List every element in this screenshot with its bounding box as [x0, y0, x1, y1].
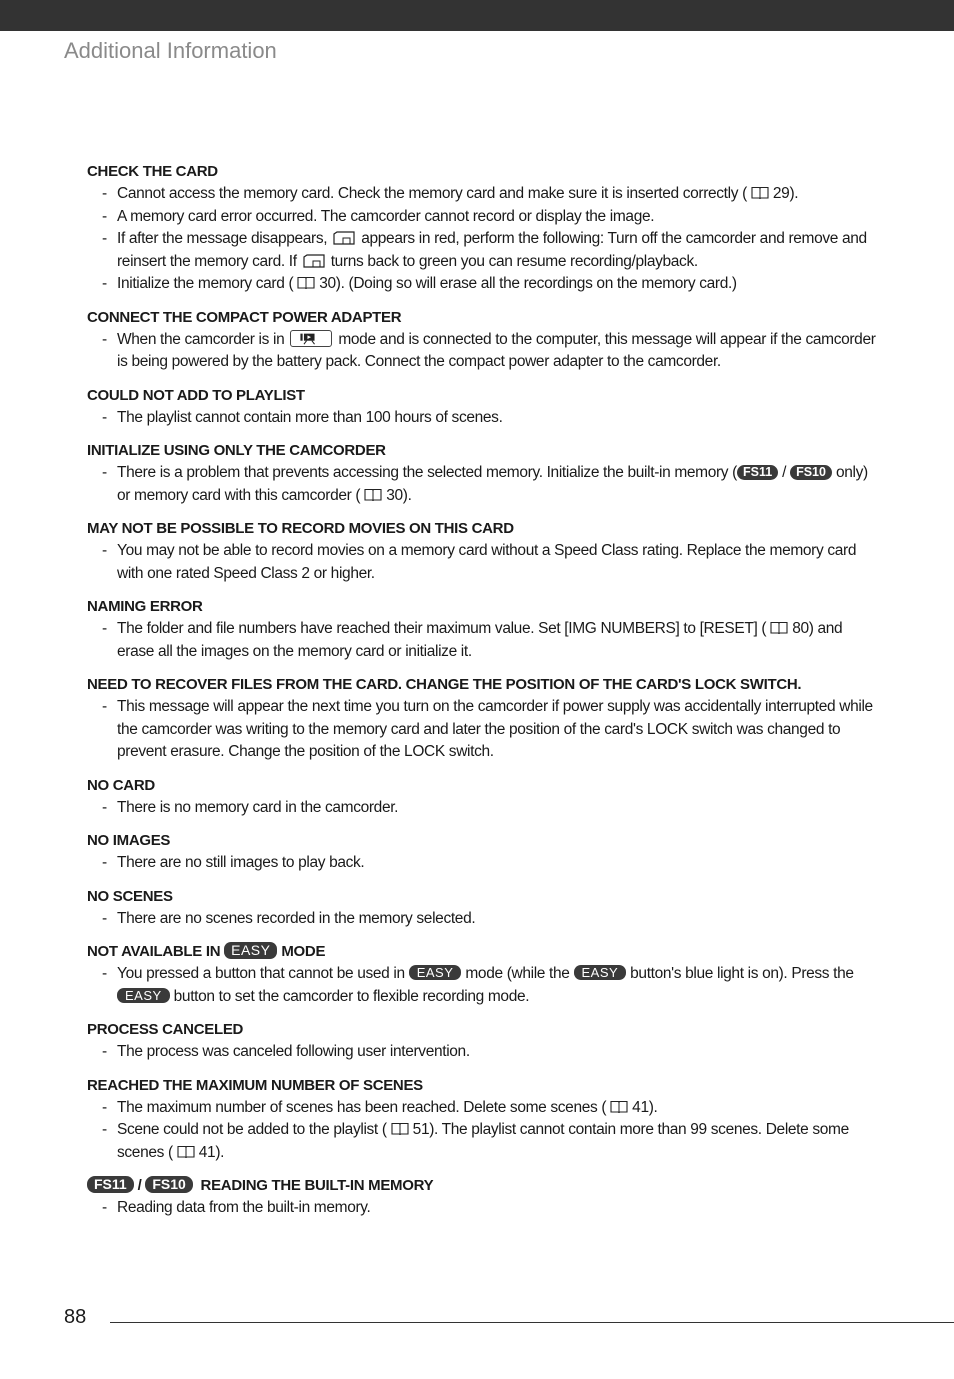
fs10-badge: FS10: [145, 1176, 192, 1193]
message-description: - You pressed a button that cannot be used in EASY mode (while the EASY button's blue light is on). Press the EASY button to set the camcorder to flexible recording mode.: [102, 965, 854, 1005]
message-description: - Reading data from the built-in memory.: [102, 1199, 371, 1216]
easy-badge: EASY: [224, 942, 277, 959]
message-title: FS11 / FS10 READING THE BUILT-IN MEMORY: [87, 1175, 877, 1197]
fs11-badge: FS11: [737, 465, 778, 480]
message-title: NEED TO RECOVER FILES FROM THE CARD. CHANGE THE POSITION OF THE CARD'S LOCK SWITCH.: [87, 676, 802, 693]
message-title: NO CARD: [87, 776, 155, 794]
message-description: - The folder and file numbers have reached their maximum value. Set [IMG NUMBERS] to [RESET] ( 80) and erase all the images on the memory card or initialize it.: [102, 620, 843, 660]
message-title: COULD NOT ADD TO PLAYLIST: [87, 386, 305, 404]
easy-badge: EASY: [574, 965, 627, 980]
memory-card-icon: [333, 231, 355, 245]
message-description: - There are no still images to play back.: [102, 854, 365, 871]
easy-badge: EASY: [409, 965, 462, 980]
list-item: [87, 1019, 877, 1064]
message-description: - When the camcorder is in mode and is connected to the computer, this message will appear if the camcorder is being powered by the battery pack. Connect the compact power adapter to the camcorder.: [102, 330, 876, 370]
book-reference-icon: [297, 276, 315, 289]
message-title: INITIALIZE USING ONLY THE CAMCORDER: [87, 442, 386, 459]
list-item: [87, 385, 877, 430]
list-item: [87, 775, 877, 820]
list-item: [87, 830, 877, 875]
page-number: 88: [64, 1306, 87, 1328]
movie-playback-mode-icon: [290, 330, 332, 347]
book-reference-icon: [751, 186, 769, 199]
list-item: [87, 161, 877, 296]
memory-card-icon: [303, 254, 325, 268]
list-item: [87, 674, 877, 764]
message-description: - This message will appear the next time you turn on the camcorder if power supply was accidentally interrupted while the camcorder was writing to the memory card and later the position of the card's LOCK switch was changed to prevent erasure. Change the position of the LOCK switch.: [102, 698, 873, 760]
message-title: PROCESS CANCELED: [87, 1021, 244, 1038]
list-item: [87, 440, 877, 507]
list-item: [87, 307, 877, 374]
message-description: - The maximum number of scenes has been reached. Delete some scenes ( 41).: [102, 1098, 658, 1116]
book-reference-icon: [770, 621, 788, 634]
message-title: MAY NOT BE POSSIBLE TO RECORD MOVIES ON THIS CARD: [87, 520, 514, 537]
fs10-badge: FS10: [790, 465, 832, 480]
message-description: - The playlist cannot contain more than 100 hours of scenes.: [102, 408, 503, 426]
book-reference-icon: [177, 1145, 195, 1158]
message-list: [87, 161, 877, 1231]
message-description: - If after the message disappears, appears in red, perform the following: Turn off the camcorder and remove and reinsert the memory card. If turns back to green you can resume recording/playback.: [102, 230, 867, 270]
list-item: [87, 941, 877, 1008]
message-title: NO IMAGES: [87, 832, 171, 849]
list-item: [87, 1175, 877, 1220]
top-bar: [0, 0, 954, 31]
easy-badge: EASY: [117, 988, 170, 1003]
message-description: - There is a problem that prevents accessing the selected memory. Initialize the built-in memory ( FS11 / FS10 only) or memory card with this camcorder ( 30).: [102, 464, 868, 504]
message-title: NOT AVAILABLE IN EASY MODE: [87, 942, 326, 960]
message-title: NO SCENES: [87, 887, 173, 905]
message-title: NAMING ERROR: [87, 598, 203, 615]
message-description: - There is no memory card in the camcorder.: [102, 798, 399, 816]
message-description: - Initialize the memory card ( 30). (Doing so will erase all the recordings on the memory card.): [102, 275, 737, 292]
message-description: - Scene could not be added to the playlist ( 51). The playlist cannot contain more than 99 scenes. Delete some scenes ( 41).: [102, 1121, 849, 1161]
fs11-badge: FS11: [87, 1176, 134, 1193]
list-item: [87, 518, 877, 585]
message-description: - A memory card error occurred. The camcorder cannot record or display the image.: [102, 207, 655, 225]
message-title: CHECK THE CARD: [87, 163, 218, 180]
message-description: - Cannot access the memory card. Check the memory card and make sure it is inserted correctly ( 29).: [102, 185, 799, 202]
message-title: CONNECT THE COMPACT POWER ADAPTER: [87, 308, 402, 326]
book-reference-icon: [364, 488, 382, 501]
message-description: - There are no scenes recorded in the memory selected.: [102, 909, 476, 927]
book-reference-icon: [391, 1122, 409, 1135]
message-description: - The process was canceled following user intervention.: [102, 1043, 470, 1060]
list-item: [87, 1075, 877, 1165]
section-header: Additional Information: [64, 38, 277, 63]
list-item: [87, 886, 877, 931]
message-description: - You may not be able to record movies on a memory card without a Speed Class rating. Replace the memory card with one rated Speed Class 2 or higher.: [102, 542, 857, 582]
footer-rule: [110, 1322, 954, 1323]
message-title: REACHED THE MAXIMUM NUMBER OF SCENES: [87, 1076, 423, 1094]
book-reference-icon: [610, 1100, 628, 1113]
list-item: [87, 596, 877, 663]
